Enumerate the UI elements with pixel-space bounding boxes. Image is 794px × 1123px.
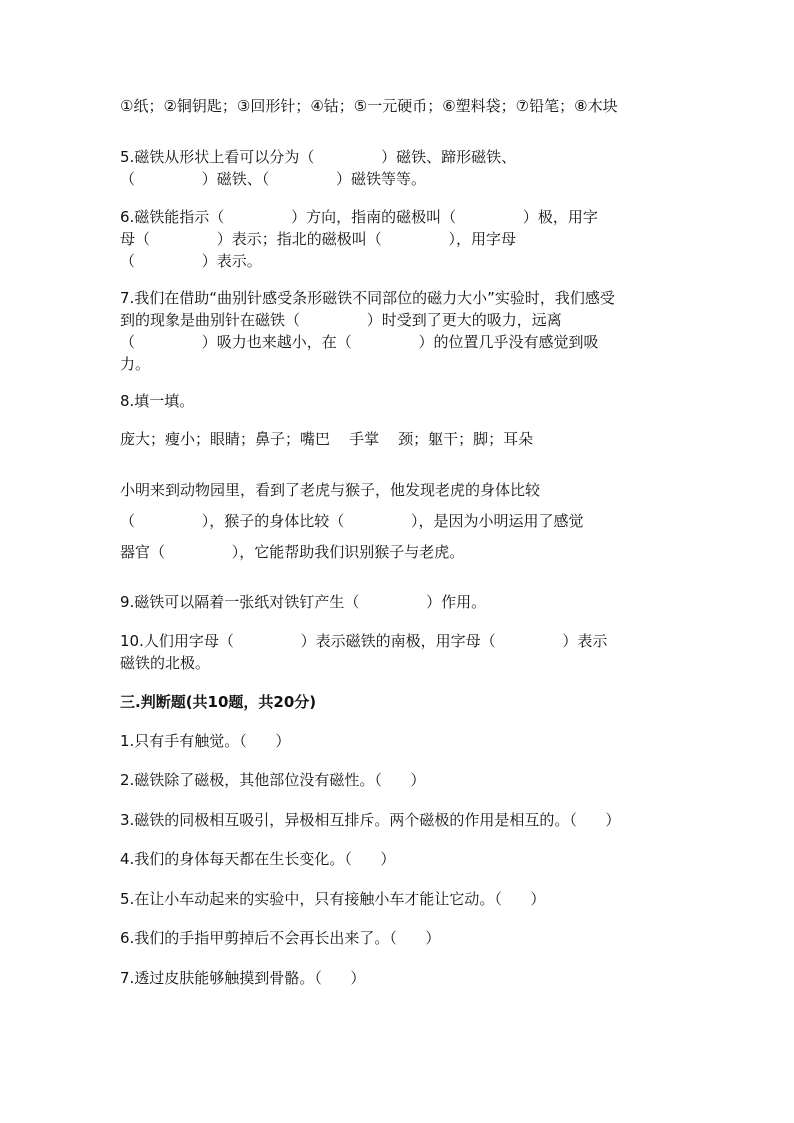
judge-item-2: 2.磁铁除了磁极，其他部位没有磁性。（ ）	[120, 771, 426, 789]
q7-text-line2: 到的现象是曲别针在磁铁（ ）时受到了更大的吸力，远离	[120, 311, 562, 329]
q5-text-line2: （ ）磁铁、（ ）磁铁等等。	[120, 170, 427, 188]
q7-text-line1: 7.我们在借助“曲别针感受条形磁铁不同部位的磁力大小”实验时，我们感受	[120, 289, 615, 307]
q8-text-line1: 小明来到动物园里，看到了老虎与猴子，他发现老虎的身体比较	[120, 481, 541, 499]
q6-text-line1: 6.磁铁能指示（ ）方向，指南的磁极叫（ ）极，用字	[120, 208, 598, 226]
section-heading: 三.判断题(共10题，共20分)	[120, 693, 317, 711]
q6-text-line2: 母（ ）表示；指北的磁极叫（ ），用字母	[120, 230, 517, 248]
q8-text-line2: （ ），猴子的身体比较（ ），是因为小明运用了感觉	[120, 512, 584, 530]
q5-text-line1: 5.磁铁从形状上看可以分为（ ）磁铁、蹄形磁铁、	[120, 148, 517, 166]
q8-text-line3: 器官（ ），它能帮助我们识别猴子与老虎。	[120, 543, 465, 561]
judge-item-3: 3.磁铁的同极相互吸引，异极相互排斥。两个磁极的作用是相互的。（ ）	[120, 811, 621, 829]
q8-word-bank: 庞大；瘦小；眼睛；鼻子；嘴巴 手掌 颈；躯干；脚；耳朵	[120, 430, 534, 448]
judge-item-7: 7.透过皮肤能够触摸到骨骼。（ ）	[120, 969, 366, 987]
q8-title: 8.填一填。	[120, 392, 195, 410]
judge-item-1: 1.只有手有触觉。（ ）	[120, 732, 291, 750]
judge-item-6: 6.我们的手指甲剪掉后不会再长出来了。（ ）	[120, 929, 441, 947]
q6-text-line3: （ ）表示。	[120, 252, 262, 270]
q10-text-line2: 磁铁的北极。	[120, 654, 211, 672]
q7-text-line3: （ ）吸力也来越小，在（ ）的位置几乎没有感觉到吸	[120, 333, 599, 351]
q10-text-line1: 10.人们用字母（ ）表示磁铁的南极，用字母（ ）表示	[120, 632, 608, 650]
q7-text-line4: 力。	[120, 355, 151, 373]
q9-text: 9.磁铁可以隔着一张纸对铁钉产生（ ）作用。	[120, 593, 487, 611]
q4-options-line: ①纸；②铜钥匙；③回形针；④钴；⑤一元硬币；⑥塑料袋；⑦铅笔；⑧木块	[120, 97, 618, 115]
judge-item-4: 4.我们的身体每天都在生长变化。（ ）	[120, 850, 396, 868]
judge-item-5: 5.在让小车动起来的实验中，只有接触小车才能让它动。（ ）	[120, 890, 546, 908]
